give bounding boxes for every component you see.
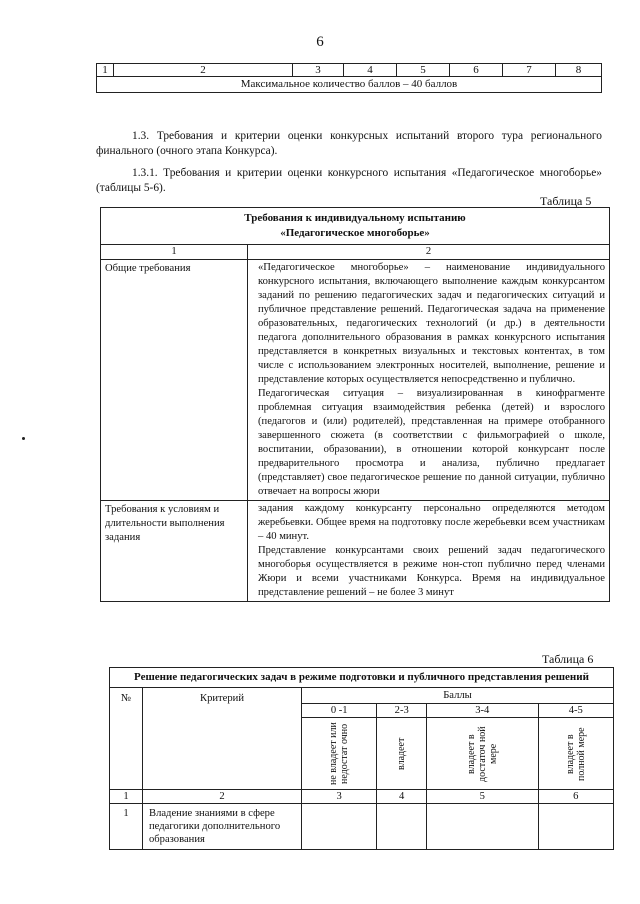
scan-speck: [22, 437, 25, 440]
col-num: 1: [110, 790, 143, 804]
max-score-cell: Максимальное количество баллов – 40 баллов: [97, 77, 602, 93]
conditions-text: задания каждому конкурсанту персонально определяются методом жеребьевки. Общее время на подготовку после жеребьевки всем участникам – 40 минут.: [258, 503, 605, 542]
col-num: 2: [143, 790, 302, 804]
col-num: 3: [302, 790, 377, 804]
section-1-3-1-paragraph: 1.3.1. Требования и критерии оценки конкурсного испытания «Педагогическое многоборье» (таблицы 5-6).: [96, 167, 602, 194]
table-6-caption: Таблица 6: [542, 652, 594, 666]
general-requirements-text: «Педагогическое многоборье» – наименование индивидуального конкурсного испытания, включающего выполнение каждым конкурсантом заданий по решению педагогических задач и педагогических ситуаций и публичное представление решений. Педагогическая задача на применение образовательных, педагогических технологий (и др.) в деятельности педагога дополнительного образования в рамках конкурсного испытания представляется в конкретных визуальных и текстовых контентах, в том числе с использованием электронных носителей, выполнение, решение и представление которых осуществляется непосредственно и публично.: [258, 262, 605, 385]
score-cell: [538, 804, 614, 850]
row-number: 1: [110, 804, 143, 850]
level-cell: [377, 718, 427, 790]
table-6: [109, 667, 614, 850]
score-cell: [302, 804, 377, 850]
table-row: [101, 501, 610, 602]
column-number-row: [97, 64, 602, 77]
score-range: 3-4: [427, 704, 539, 718]
level-label: владеет в достаточ ной мере: [465, 725, 499, 782]
header-criterion: Критерий: [143, 688, 302, 790]
section-1-3-paragraph: 1.3. Требования и критерии оценки конкурсных испытаний второго тура регионального финального (очного этапа Конкурса).: [96, 130, 602, 157]
table-5-title-line1: Требования к индивидуальному испытанию: [244, 212, 466, 224]
row-label: Общие требования: [101, 260, 248, 501]
row-label: Требования к условиям и длительности выполнения задания: [101, 501, 248, 602]
score-range: 2-3: [377, 704, 427, 718]
col-num: 6: [450, 64, 503, 77]
level-label: владеет в полной мере: [564, 726, 587, 781]
row-criterion: Владение знаниями в сфере педагогики дополнительного образования: [143, 804, 302, 850]
table-5-title-line2: «Педагогическое многоборье»: [280, 227, 430, 239]
table-5: [100, 207, 610, 602]
score-range: 0 -1: [302, 704, 377, 718]
table-row: [101, 260, 610, 501]
level-cell: [538, 718, 614, 790]
table-5-caption: Таблица 5: [540, 194, 592, 208]
col-num: 1: [97, 64, 114, 77]
level-label: владеет: [396, 737, 408, 770]
score-range: 4-5: [538, 704, 614, 718]
col-num: 4: [377, 790, 427, 804]
pedagogical-situation-text: Педагогическая ситуация – визуализированная в кинофрагменте проблемная ситуация взаимодействия ребенка (детей) и взрослого (педагогов и (или) родителей), представленная на примере отобранного завершенного сюжета (в соответствии с фильмографией о школе, воспитании, образовании), в отношении которой конкурсант после предварительного просмотра и анализа, публично предлагает (представляет) свое педагогическое решение по данной ситуации, публично отвечает на вопросы жюри: [258, 388, 605, 497]
level-label: не владеет или недостат очно: [328, 722, 351, 785]
col-num: 1: [101, 245, 248, 260]
score-cell: [427, 804, 539, 850]
row-content: [248, 260, 610, 501]
table-5-title: [101, 208, 610, 245]
presentation-text: Представление конкурсантами своих решений задач педагогического многоборья осуществляется в режиме нон-стоп публично перед членами Жюри и всеми участниками Конкурса. Время на индивидуальное представление решений – не более 3 минут: [258, 545, 605, 598]
table-row: [110, 804, 614, 850]
col-num: 7: [503, 64, 556, 77]
page-number: 6: [316, 34, 324, 50]
row-content: [248, 501, 610, 602]
level-cell: [427, 718, 539, 790]
level-cell: [302, 718, 377, 790]
header-number: №: [110, 688, 143, 790]
score-cell: [377, 804, 427, 850]
col-num: 6: [538, 790, 614, 804]
header-scores: Баллы: [302, 688, 614, 704]
col-num: 5: [397, 64, 450, 77]
col-num: 2: [114, 64, 293, 77]
col-num: 3: [293, 64, 344, 77]
col-num: 2: [248, 245, 610, 260]
col-num: 8: [556, 64, 602, 77]
col-num: 5: [427, 790, 539, 804]
top-table: [96, 63, 602, 93]
col-num: 4: [344, 64, 397, 77]
table-6-title: Решение педагогических задач в режиме подготовки и публичного представления решений: [110, 668, 614, 688]
